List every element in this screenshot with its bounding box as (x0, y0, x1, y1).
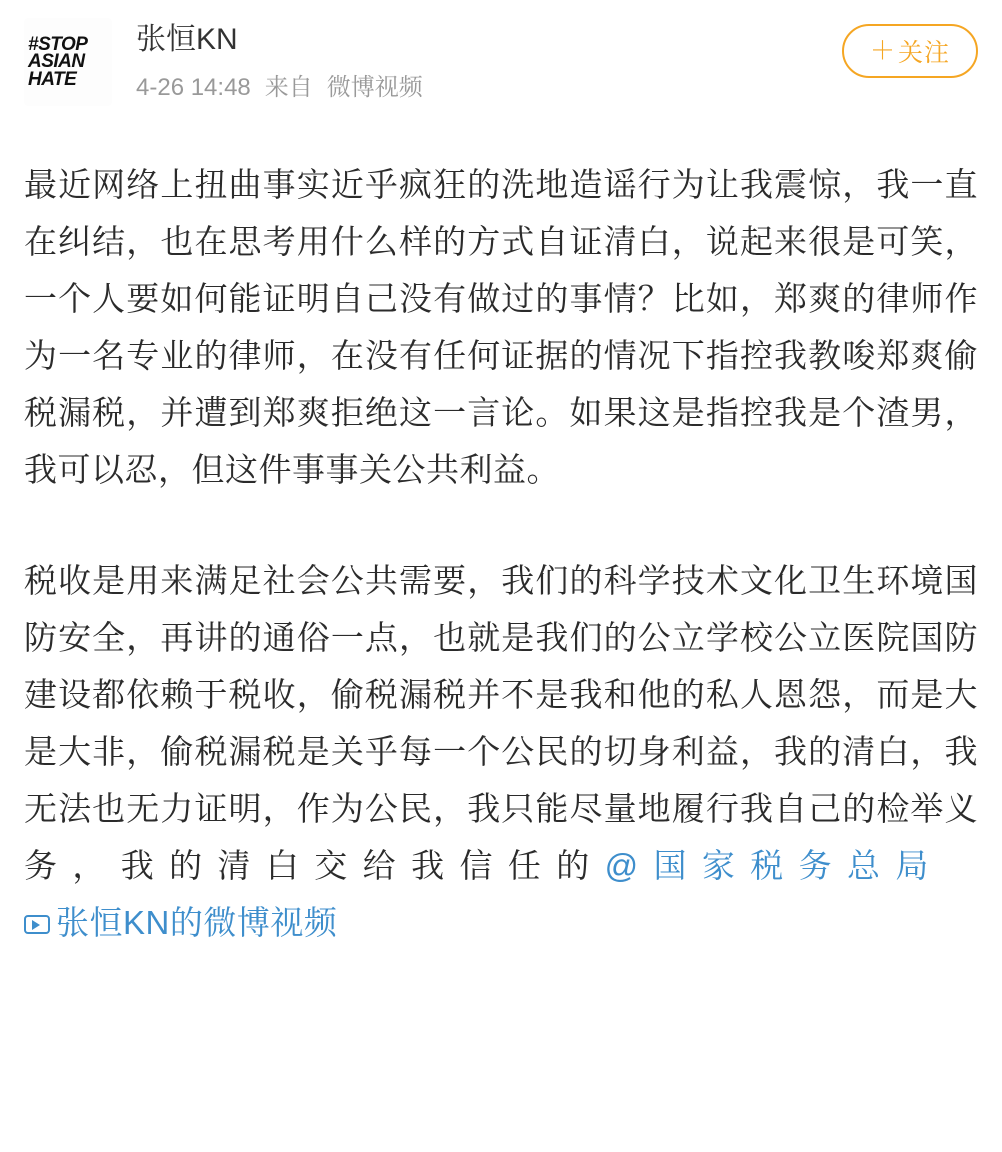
post-source-prefix: 来自 (264, 74, 313, 101)
avatar-line-2: ASIAN (28, 51, 85, 73)
post-header (24, 18, 978, 134)
post-content (24, 156, 978, 951)
avatar[interactable] (24, 18, 112, 106)
post-paragraph-2-text: 税收是用来满足社会公共需要，我们的科学技术文化卫生环境国防安全，再讲的通俗一点，也就是我们的公立学校公立医院国防建设都依赖于税收，偷税漏税并不是我和他的私人恩怨，而是大是大非，偷税漏税是关乎每一个公民的切身利益，我的清白，我无法也无力证明，作为公民，我只能尽量地履行我自己的检举义务，我的清白交给我信任的 (24, 562, 978, 884)
follow-button[interactable] (842, 24, 978, 78)
post-paragraph-1: 最近网络上扭曲事实近乎疯狂的洗地造谣行为让我震惊，我一直在纠结，也在思考用什么样的方式自证清白，说起来很是可笑，一个人要如何能证明自己没有做过的事情？比如，郑爽的律师作为一名专业的律师，在没有任何证据的情况下指控我教唆郑爽偷税漏税，并遭到郑爽拒绝这一言论。如果这是指控我是个渣男，我可以忍，但这件事事关公共利益。 (24, 166, 978, 488)
plus-icon: ＋ (869, 36, 896, 65)
avatar-line-3: HATE (28, 68, 77, 90)
avatar-line-1: #STOP (28, 33, 88, 55)
post-timestamp: 4-26 14:48 (136, 74, 251, 101)
header-text-block (136, 18, 423, 103)
video-link-label: 张恒KN的微博视频 (56, 904, 338, 941)
avatar-image (24, 18, 112, 106)
username[interactable]: 张恒KN (136, 23, 238, 56)
mention-link[interactable]: @国家税务总局 (604, 847, 944, 884)
follow-button-label: 关注 (898, 39, 951, 67)
video-icon (24, 915, 50, 934)
video-link[interactable] (24, 904, 337, 941)
post-source[interactable]: 微博视频 (326, 74, 423, 101)
post-paragraph-2 (24, 552, 978, 951)
post-meta (136, 74, 423, 103)
